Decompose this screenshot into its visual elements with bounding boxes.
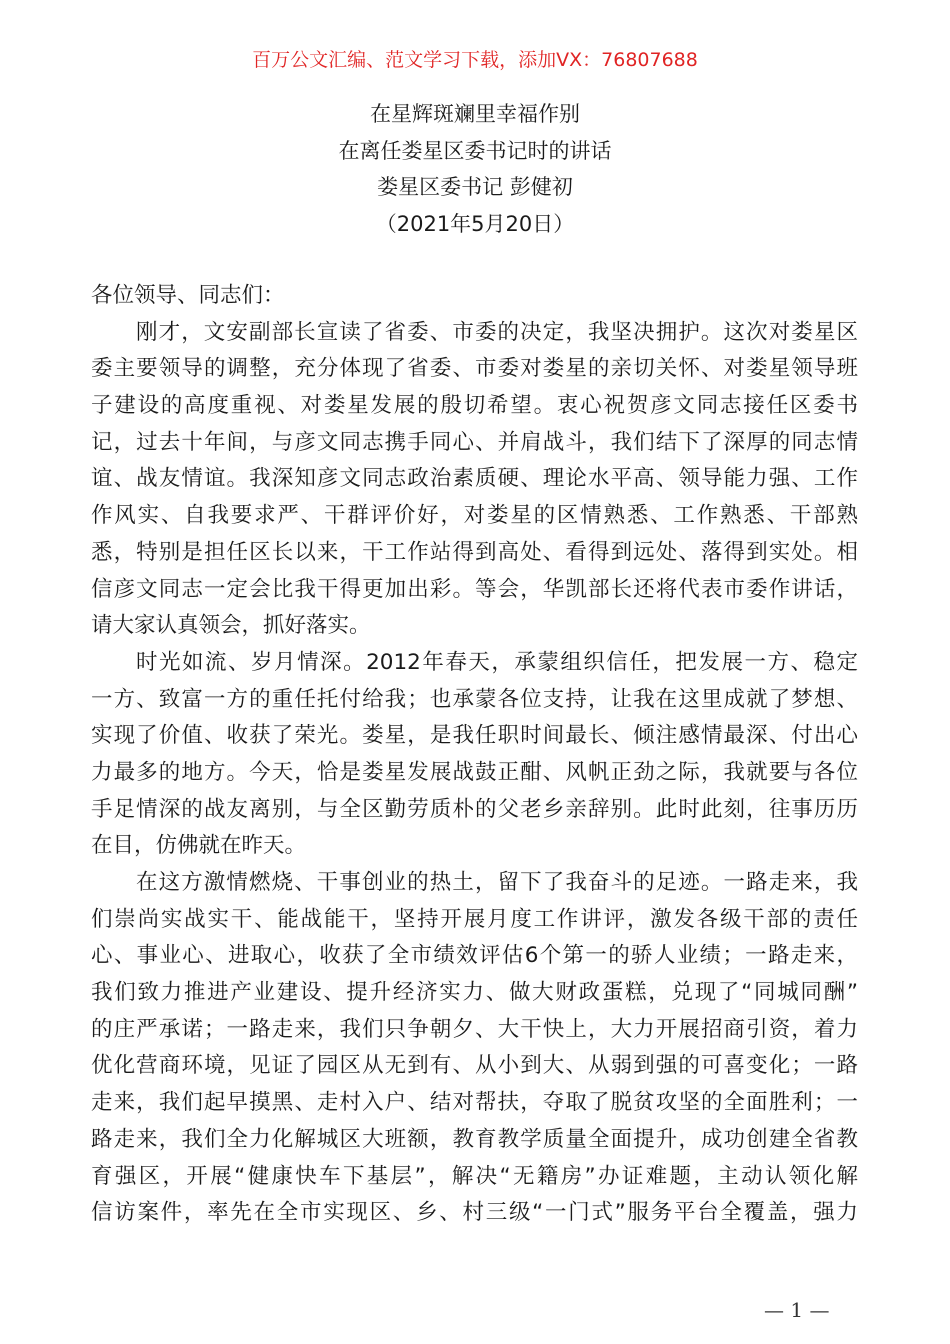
paragraph-line: 在目，仿佛就在昨天。 [91, 833, 307, 859]
paragraph-line: 记，过去十年间，与彦文同志携手同心、并肩战斗，我们结下了深厚的同志情 [91, 429, 858, 455]
paragraph-line: 谊、战友情谊。我深知彦文同志政治素质硬、理论水平高、领导能力强、工作 [91, 466, 858, 492]
paragraph-line: 在这方激情燃烧、干事创业的热土，留下了我奋斗的足迹。一路走来，我 [136, 870, 858, 895]
paragraph-line: 育强区，开展“健康快车下基层”，解决“无籍房”办证难题，主动认领化解 [91, 1163, 858, 1189]
document-author: 娄星区委书记 彭健初 [377, 175, 573, 200]
paragraph [91, 315, 858, 645]
document-header [0, 96, 950, 243]
paragraph-line: 时光如流、岁月情深。2012年春天，承蒙组织信任，把发展一方、稳定 [136, 649, 858, 675]
paragraph-line: 优化营商环境，见证了园区从无到有、从小到大、从弱到强的可喜变化；一路 [91, 1053, 858, 1079]
page-number: — 1 — [764, 1298, 830, 1322]
paragraph-line: 手足情深的战友离别，与全区勤劳质朴的父老乡亲辞别。此时此刻，往事历历 [91, 796, 858, 822]
paragraph-line: 们崇尚实战实干、能战能干，坚持开展月度工作讲评，激发各级干部的责任 [91, 906, 858, 932]
paragraph [91, 645, 858, 865]
paragraph-line: 刚才，文安副部长宣读了省委、市委的决定，我坚决拥护。这次对娄星区 [136, 319, 858, 345]
paragraph-line: 力最多的地方。今天，恰是娄星发展战鼓正酣、风帆正劲之际，我就要与各位 [91, 759, 858, 785]
paragraph-line: 信彦文同志一定会比我干得更加出彩。等会，华凯部长还将代表市委作讲话， [91, 576, 858, 602]
watermark-banner: 百万公文汇编、范文学习下载，添加VX：76807688 [252, 49, 698, 71]
paragraph-line: 请大家认真领会，抓好落实。 [91, 613, 371, 639]
paragraph-line: 的庄严承诺；一路走来，我们只争朝夕、大干快上，大力开展招商引资，着力 [91, 1016, 858, 1042]
paragraph-line: 一方、致富一方的重任托付给我；也承蒙各位支持，让我在这里成就了梦想、 [91, 686, 858, 712]
document-body [91, 278, 858, 1232]
paragraph-line: 悉，特别是担任区长以来，干工作站得到高处、看得到远处、落得到实处。相 [91, 539, 858, 565]
paragraph-line: 作风实、自我要求严、干群评价好，对娄星的区情熟悉、工作熟悉、干部熟 [91, 503, 858, 529]
paragraph-line: 走来，我们起早摸黑、走村入户、结对帮扶，夺取了脱贫攻坚的全面胜利；一 [91, 1090, 858, 1116]
paragraph [91, 865, 858, 1232]
paragraph-line: 委主要领导的调整，充分体现了省委、市委对娄星的亲切关怀、对娄星领导班 [91, 356, 858, 382]
document-title: 在星辉斑斓里幸福作别 [370, 102, 580, 126]
greeting: 各位领导、同志们： [91, 283, 285, 308]
paragraph-line: 信访案件，率先在全市实现区、乡、村三级“一门式”服务平台全覆盖，强力 [91, 1200, 858, 1226]
document-subtitle: 在离任娄星区委书记时的讲话 [338, 138, 612, 163]
paragraph-line: 我们致力推进产业建设、提升经济实力、做大财政蛋糕，兑现了“同城同酬” [91, 980, 858, 1006]
paragraph-line: 路走来，我们全力化解城区大班额，教育教学质量全面提升，成功创建全省教 [91, 1126, 858, 1152]
paragraph-line: 心、事业心、进取心，收获了全市绩效评估6个第一的骄人业绩；一路走来， [91, 943, 858, 969]
paragraph-line: 子建设的高度重视、对娄星发展的殷切希望。衷心祝贺彦文同志接任区委书 [91, 393, 858, 419]
document-date: （2021年5月20日） [375, 212, 575, 237]
paragraph-line: 实现了价值、收获了荣光。娄星，是我任职时间最长、倾注感情最深、付出心 [91, 723, 858, 749]
